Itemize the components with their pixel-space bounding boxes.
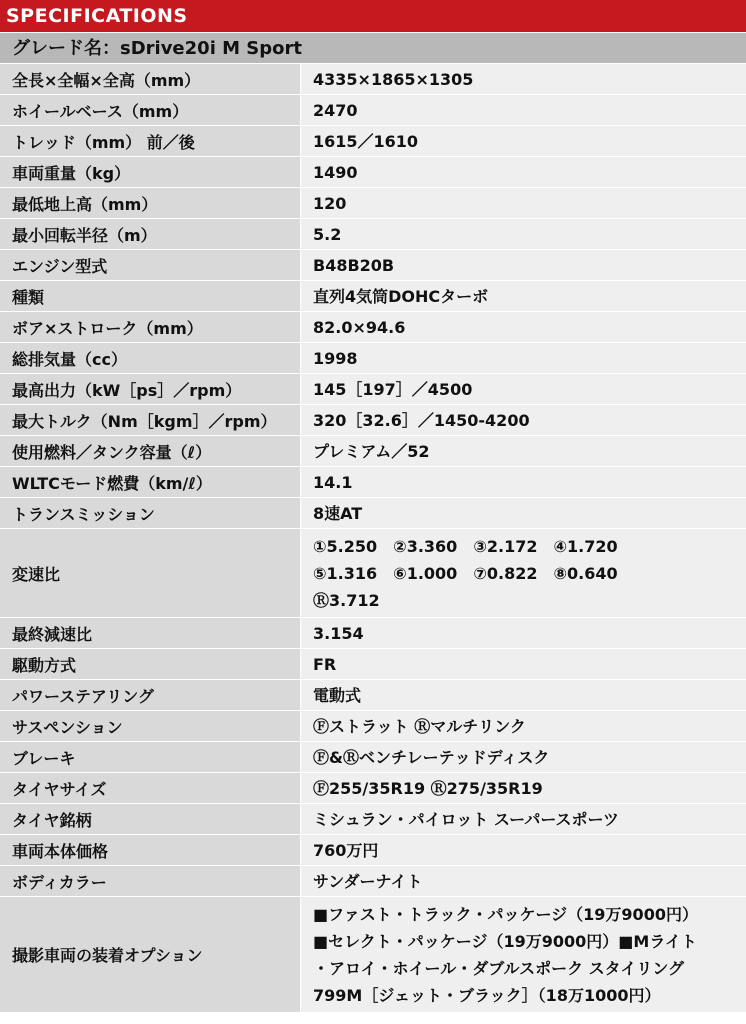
spec-label — [0, 773, 300, 803]
spec-label-text: トレッド（mm） 前／後 — [12, 132, 195, 152]
spec-row — [0, 834, 746, 865]
spec-label-text: サスペンション — [12, 717, 123, 737]
spec-label-text: 車両本体価格 — [12, 841, 109, 861]
spec-value — [300, 680, 746, 710]
spec-value — [300, 897, 746, 1012]
spec-label — [0, 188, 300, 218]
spec-label — [0, 250, 300, 280]
spec-row — [0, 125, 746, 156]
spec-label — [0, 219, 300, 249]
specifications-header — [0, 0, 746, 32]
spec-label-text: 全長×全幅×全高（mm） — [12, 70, 201, 90]
spec-value-line: Ⓕ&Ⓡベンチレーテッドディスク — [313, 747, 550, 767]
spec-value — [300, 436, 746, 466]
spec-value-line: 5.2 — [313, 224, 342, 244]
spec-value-line: 82.0×94.6 — [313, 317, 406, 337]
spec-row — [0, 497, 746, 528]
spec-value — [300, 498, 746, 528]
spec-row — [0, 741, 746, 772]
spec-row — [0, 280, 746, 311]
spec-value — [300, 95, 746, 125]
spec-value-line: ミシュラン・パイロット スーパースポーツ — [313, 809, 619, 829]
spec-label — [0, 680, 300, 710]
spec-value — [300, 742, 746, 772]
spec-row — [0, 528, 746, 617]
spec-value — [300, 126, 746, 156]
spec-value-line: 2470 — [313, 100, 358, 120]
spec-label — [0, 467, 300, 497]
spec-label-text: 種類 — [12, 287, 45, 307]
spec-value-line: ⑤1.316 ⑥1.000 ⑦0.822 ⑧0.640 — [313, 563, 618, 583]
spec-label-text: トランスミッション — [12, 504, 155, 524]
spec-value-line: ■ファスト・トラック・パッケージ（19万9000円） — [313, 904, 698, 924]
spec-label-text: 最小回転半径（m） — [12, 225, 157, 245]
spec-row — [0, 617, 746, 648]
spec-label — [0, 95, 300, 125]
spec-label-text: タイヤサイズ — [12, 779, 107, 799]
spec-row — [0, 803, 746, 834]
spec-value — [300, 405, 746, 435]
spec-value-line: Ⓕストラット Ⓡマルチリンク — [313, 716, 526, 736]
spec-value-line: 1998 — [313, 348, 358, 368]
spec-row — [0, 710, 746, 741]
spec-value — [300, 649, 746, 679]
spec-row — [0, 63, 746, 94]
spec-label — [0, 866, 300, 896]
spec-value-line: 4335×1865×1305 — [313, 69, 474, 89]
spec-value — [300, 773, 746, 803]
spec-label-text: 最大トルク（Nm［kgm］／rpm） — [12, 411, 277, 431]
spec-label-text: 最終減速比 — [12, 624, 93, 644]
spec-value-line: B48B20B — [313, 255, 395, 275]
spec-label-text: タイヤ銘柄 — [12, 810, 92, 830]
spec-value-line: FR — [313, 654, 337, 674]
spec-value-line: Ⓡ3.712 — [313, 590, 380, 610]
spec-label — [0, 312, 300, 342]
spec-row — [0, 679, 746, 710]
spec-value — [300, 804, 746, 834]
spec-value-line: 8速AT — [313, 503, 363, 523]
spec-label — [0, 126, 300, 156]
spec-label — [0, 157, 300, 187]
spec-label-text: ボディカラー — [12, 872, 107, 892]
spec-row — [0, 311, 746, 342]
spec-label — [0, 897, 300, 1012]
spec-value — [300, 219, 746, 249]
spec-label-text: ブレーキ — [12, 748, 76, 768]
spec-row — [0, 865, 746, 896]
spec-label — [0, 711, 300, 741]
spec-label-text: 駆動方式 — [12, 655, 77, 675]
spec-row — [0, 342, 746, 373]
spec-label — [0, 804, 300, 834]
spec-value — [300, 866, 746, 896]
grade-name-row — [0, 32, 746, 63]
spec-value-line: プレミアム／52 — [313, 441, 430, 461]
spec-row — [0, 249, 746, 280]
spec-value-line: ①5.250 ②3.360 ③2.172 ④1.720 — [313, 536, 618, 556]
spec-value-line: ・アロイ・ホイール・ダブルスポーク スタイリング — [313, 958, 685, 978]
spec-label — [0, 835, 300, 865]
spec-value — [300, 312, 746, 342]
spec-value-line: 799M［ジェット・ブラック］（18万1000円） — [313, 985, 661, 1005]
spec-label — [0, 343, 300, 373]
spec-row — [0, 218, 746, 249]
spec-row — [0, 466, 746, 497]
spec-row — [0, 772, 746, 803]
spec-value-line: 760万円 — [313, 840, 379, 860]
spec-value — [300, 281, 746, 311]
spec-row — [0, 373, 746, 404]
spec-label — [0, 649, 300, 679]
spec-label-text: 最高出力（kW［ps］／rpm） — [12, 380, 242, 400]
spec-label-text: 総排気量（cc） — [12, 349, 127, 369]
spec-value-line: 145［197］／4500 — [313, 379, 473, 399]
spec-row — [0, 435, 746, 466]
spec-value-line: サンダーナイト — [313, 871, 423, 891]
spec-value-line: 1615／1610 — [313, 131, 419, 151]
spec-row — [0, 94, 746, 125]
spec-label-text: エンジン型式 — [12, 256, 108, 276]
spec-value — [300, 250, 746, 280]
spec-label — [0, 498, 300, 528]
spec-value — [300, 618, 746, 648]
spec-label-text: パワーステアリング — [12, 686, 154, 706]
spec-label — [0, 436, 300, 466]
spec-value-line: 320［32.6］／1450-4200 — [313, 410, 530, 430]
spec-row — [0, 404, 746, 435]
spec-row — [0, 896, 746, 1012]
spec-label-text: 最低地上高（mm） — [12, 194, 158, 214]
spec-label — [0, 374, 300, 404]
spec-row — [0, 156, 746, 187]
spec-value — [300, 467, 746, 497]
spec-label-text: WLTCモード燃費（km/ℓ） — [12, 473, 212, 493]
spec-table — [0, 63, 746, 1012]
spec-label-text: ボア×ストローク（mm） — [12, 318, 203, 338]
grade-name-label: グレード名：sDrive20i M Sport — [12, 38, 303, 59]
spec-value — [300, 529, 746, 617]
spec-label — [0, 405, 300, 435]
spec-value — [300, 64, 746, 94]
spec-label — [0, 529, 300, 617]
spec-value-line: 14.1 — [313, 472, 353, 492]
spec-value — [300, 188, 746, 218]
spec-value-line: 直列4気筒DOHCターボ — [313, 286, 489, 306]
spec-label — [0, 281, 300, 311]
spec-value — [300, 711, 746, 741]
spec-row — [0, 187, 746, 218]
spec-value — [300, 835, 746, 865]
spec-value-line: 120 — [313, 193, 347, 213]
specifications-title: SPECIFICATIONS — [6, 5, 188, 27]
spec-value — [300, 374, 746, 404]
spec-label — [0, 618, 300, 648]
spec-row — [0, 648, 746, 679]
spec-label-text: 変速比 — [12, 564, 61, 584]
spec-label-text: ホイールベース（mm） — [12, 101, 189, 121]
spec-value-line: ■セレクト・パッケージ（19万9000円）■Mライト — [313, 931, 697, 951]
spec-label — [0, 64, 300, 94]
spec-label-text: 使用燃料／タンク容量（ℓ） — [12, 442, 212, 462]
spec-value-line: Ⓕ255/35R19 Ⓡ275/35R19 — [313, 778, 543, 798]
spec-value — [300, 343, 746, 373]
spec-value-line: 電動式 — [313, 685, 362, 705]
spec-value — [300, 157, 746, 187]
spec-label-text: 車両重量（kg） — [12, 163, 131, 183]
spec-label — [0, 742, 300, 772]
spec-value-line: 1490 — [313, 162, 358, 182]
spec-value-line: 3.154 — [313, 623, 364, 643]
spec-label-text: 撮影車両の装着オプション — [12, 946, 203, 965]
